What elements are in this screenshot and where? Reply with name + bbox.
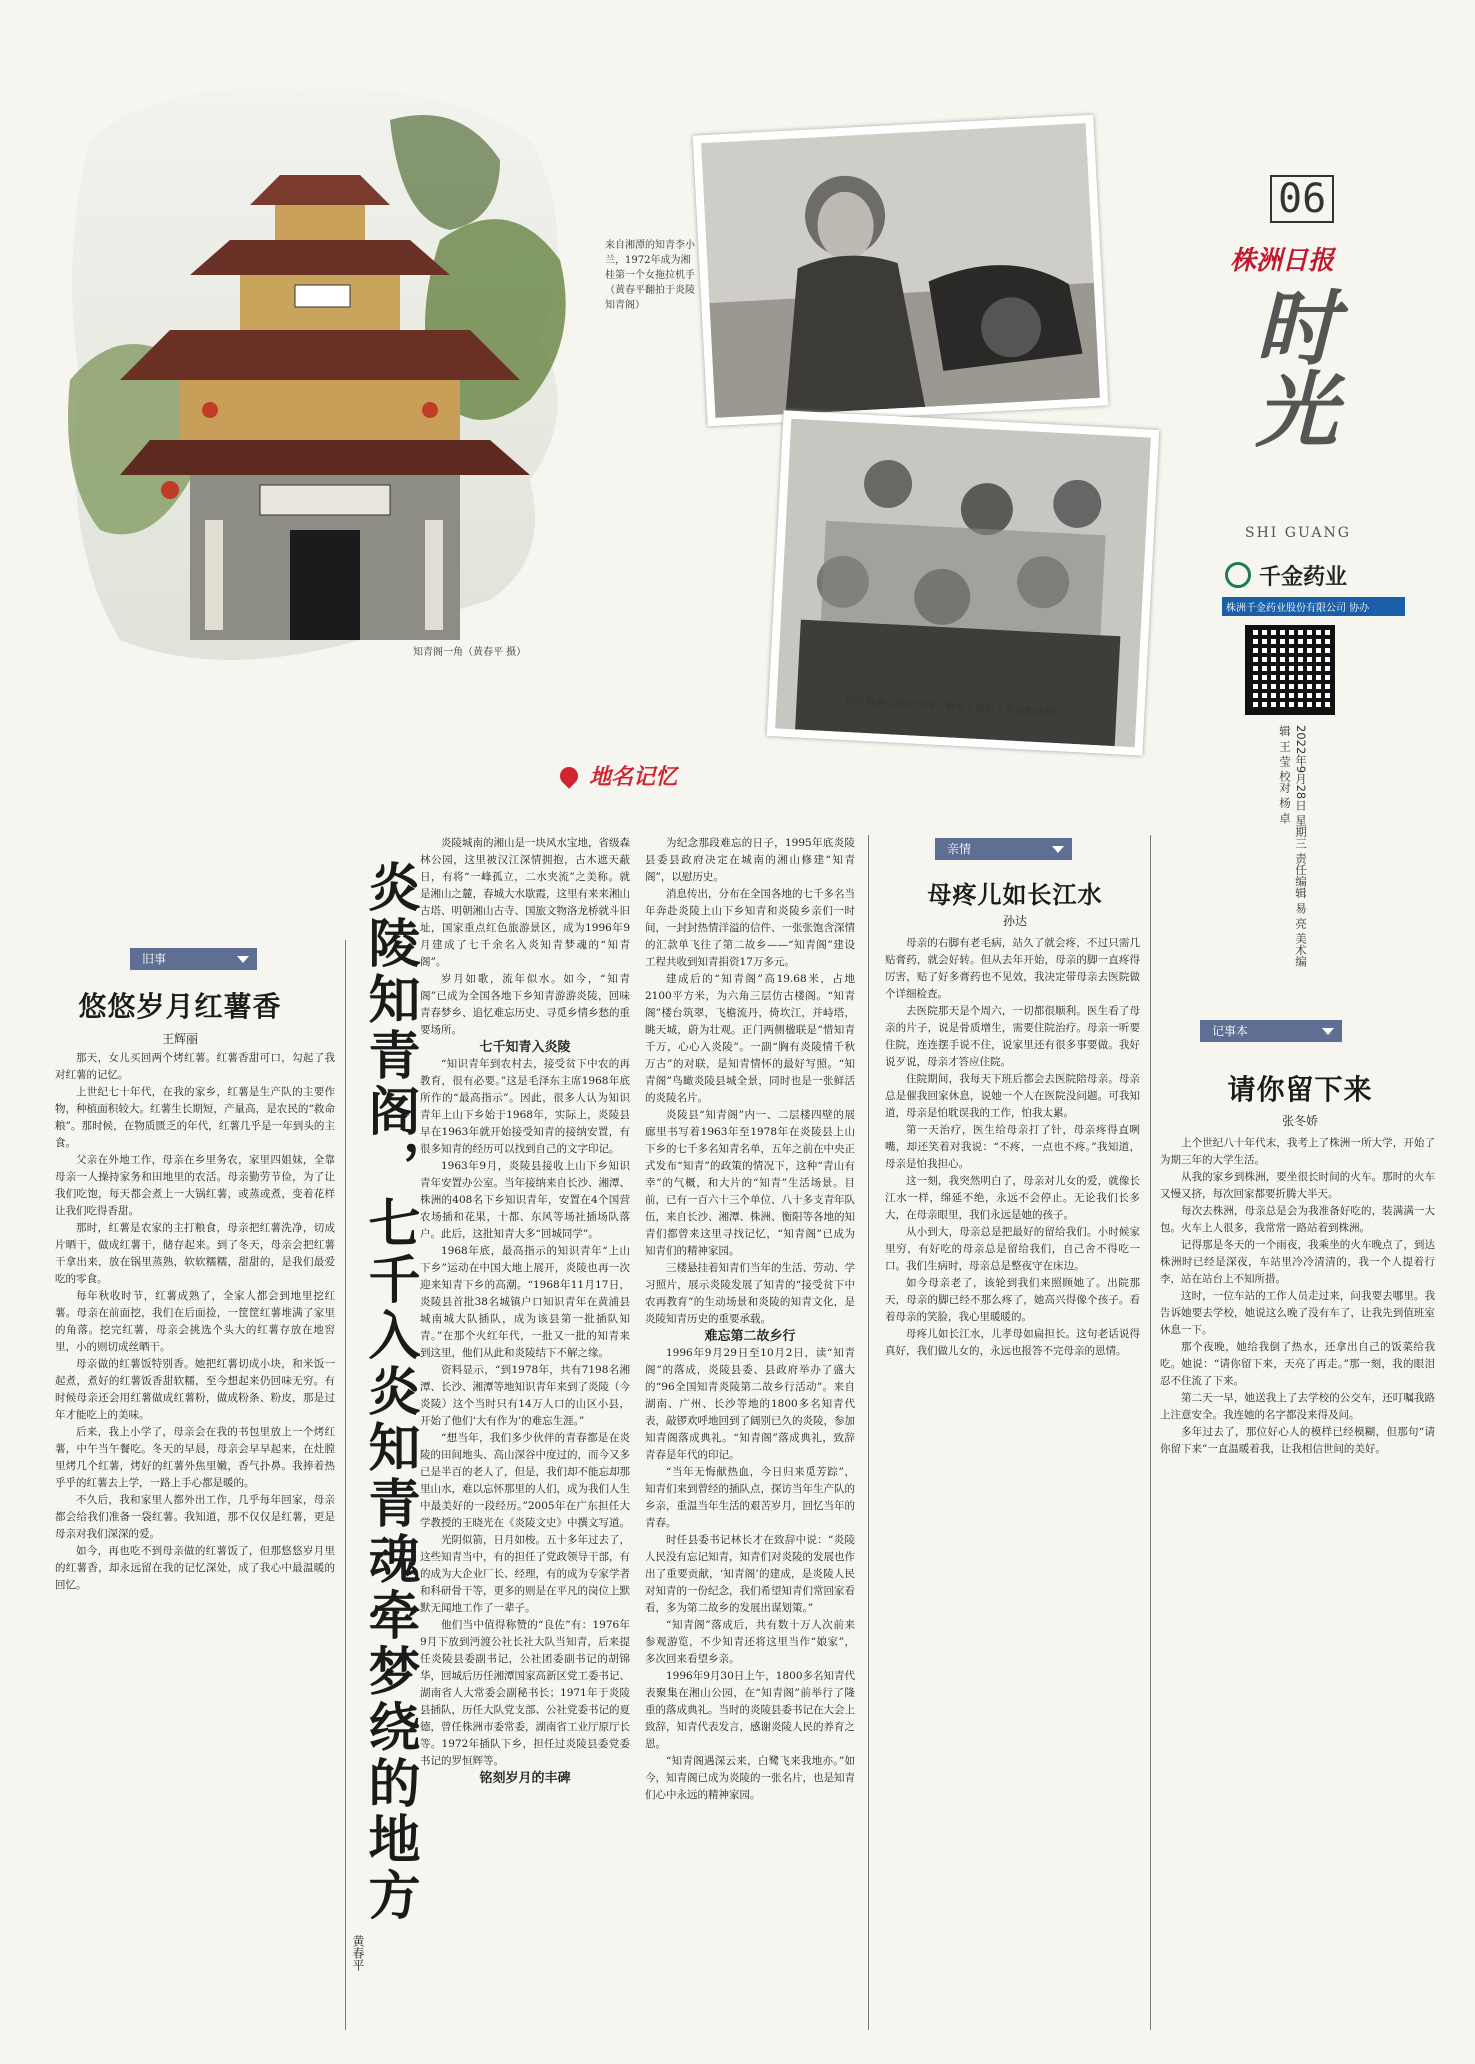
subheading: 铭刻岁月的丰碑 <box>479 1771 571 1786</box>
paragraph: 他们当中值得称赞的“良佐”有：1976年9月下放到沔渡公社长社大队当知青，后来提任炎陵县委副书记，公社团委副书记的胡锦华，回城后历任湘潭国家高新区党工委书记、湖南省人大常委会副秘书长；1971年于炎陵县插队，历任大队党支部、公社党委书记的夏德，曾任株洲市委常委，湖南省工业厅原厅长等。1972年插队下乡，担任过炎陵县委党委书记的罗恒辉等。 <box>420 1619 630 1767</box>
paragraph: 1963年9月，炎陵县接收上山下乡知识青年安置办公室。当年接纳来自长沙、湘潭、株洲的408名下乡知识青年，安置在4个国营农场插和花果，十都、东风等场社插场队落户。此后，这批知青大多“回城同学”。 <box>420 1160 630 1240</box>
paragraph: 炎陵城南的湘山是一块风水宝地，省级森林公园，这里被汉江深情拥抱，古木遮天蔽日，有将“一峰孤立，二水夹流”之美称。就是湘山之麓，春城大水歇霞，这里有来来湘山古塔、明朝湘山古寺、国旅文物洛龙桥就斗旧址，国家重点红色旅游景区，成为1996年9月建成了七千余名入炎知青梦魂的“知青阁”。 <box>420 837 630 968</box>
group-photo-caption: 知青晃燕与村民交流（黄春平翻拍于炎陵知青阁） <box>844 696 1066 719</box>
right-article-author: 张冬娇 <box>1281 1114 1318 1128</box>
tag-jishiben: 记事本 <box>1200 1020 1342 1042</box>
top-photo-caption: 来自湘潭的知青李小兰，1972年成为湘桂第一个女拖拉机手（黄春平翻拍于炎陵知青阁） <box>605 240 695 311</box>
right-article-body <box>1160 1135 1435 2020</box>
main-author: 黄春平 <box>351 1935 365 1971</box>
divider <box>868 835 869 2030</box>
mid-article-author: 孙达 <box>1002 914 1027 928</box>
paragraph: 从我的家乡到株洲，要坐很长时间的火车。那时的火车又慢又挤，每次回家都要折腾大半天。 <box>1160 1171 1435 1200</box>
column-label-text: 地名记忆 <box>589 765 678 790</box>
paragraph: 建成后的“知青阁”高19.68米，占地2100平方米，为六角三层仿古楼阁。“知青阁”楼台筑翠，飞檐流丹，倚坎江，并峙塔，眺天城，蔚为壮观。正门两侧楹联是“惜知青千万，心心入炎陵”。一副“胸有炎陵情千秋万古”的对联，是知青情怀的最好写照。“知青阁”鸟瞰炎陵县城全景，同时也是一张鲜活的炎陵名片。 <box>645 973 855 1104</box>
page-number: 06 <box>1270 175 1334 223</box>
main-article-col1 <box>420 835 630 2025</box>
section-pinyin: SHI GUANG <box>1245 525 1351 541</box>
pavilion-photo-caption: 知青阁一角（黄春平 摄） <box>413 647 527 658</box>
paragraph: 为纪念那段难忘的日子，1995年底炎陵县委县政府决定在城南的湘山修建“知青阁”，以慰历史。 <box>645 837 855 883</box>
paragraph: “知识青年到农村去，接受贫下中农的再教育，很有必要。”这是毛泽东主席1968年底所作的“最高指示”。因此，很多人认为知识青年上山下乡始于1968年，实际上，炎陵县早在1963年就开始接受知青的接纳安置，有很多知青的经历可以找到自己的文字印记。 <box>420 1058 630 1155</box>
sponsor-line: 株洲千金药业股份有限公司 协办 <box>1222 597 1405 616</box>
paragraph: 如今，再也吃不到母亲做的红薯饭了，但那悠悠岁月里的红薯香，却永远留在我的记忆深处，成了我心中最温暖的回忆。 <box>55 1545 335 1591</box>
paragraph: “知青阁遇深云来，白鹭飞来我地亦。”如今，知青阁已成为炎陵的一张名片，也是知青们心中永远的精神家园。 <box>645 1755 855 1801</box>
paragraph: 后来，我上小学了，母亲会在我的书包里放上一个烤红薯，中午当午餐吃。冬天的早晨，母亲会早早起来，在灶膛里烤几个红薯，烤好的红薯外焦里嫩，香气扑鼻。我捧着热乎乎的红薯去上学，一路上手心都是暖的。 <box>55 1426 335 1489</box>
paragraph: 光阴似箭，日月如梭。五十多年过去了，这些知青当中，有的担任了党政领导干部，有的成为大企业厂长、经理，有的成为专家学者和科研骨干等，更多的则是在平凡的岗位上默默无闻地工作了一辈子。 <box>420 1534 630 1614</box>
paper-name: 株洲日报 <box>1230 246 1335 276</box>
paragraph: 时任县委书记林长才在致辞中说：“炎陵人民没有忘记知青，知青们对炎陵的发展也作出了重要贡献，‘知青阁’的建成，是炎陵人民对知青的一份纪念，我们希望知青们常回家看看，多为第二故乡的发展出谋划策。” <box>645 1534 855 1614</box>
paragraph: “当年无悔献热血，今日归来觅芳踪”，知青们来到曾经的插队点，探访当年生产队的乡亲，重温当年生活的艰苦岁月，回忆当年的青春。 <box>645 1466 855 1529</box>
column-label <box>560 760 677 791</box>
tractor-girl-photo <box>693 115 1109 427</box>
paragraph: 三楼悬挂着知青们当年的生活、劳动、学习照片，展示炎陵发展了知青的“接受贫下中农再教育”的生动场景和炎陵的知青文化，是炎陵知青历史的重要承载。 <box>645 1262 855 1325</box>
sponsor-icon <box>1225 562 1251 588</box>
paragraph: 炎陵县“知青阁”内一、二层楼四壁的展廊里书写着1963年至1978年在炎陵县上山下乡的七千多名知青名单，五年之前在中央正式发布“知青”的政策的情况下，这种“青山有幸”的气概，和大片的“知青”生活场景。目前，已有一百六十三个单位、八十多支青年队伍，来自长沙、湘潭、株洲、衡阳等各地的知青们都曾来这里寻找记忆，“知青阁”已成为知青们的精神家园。 <box>645 1109 855 1257</box>
pavilion-photo <box>60 80 600 670</box>
paragraph: 那个夜晚，她给我倒了热水，还拿出自己的饭菜给我吃。她说：“请你留下来，天亮了再走。”那一刻，我的眼泪忍不住流了下来。 <box>1160 1341 1435 1387</box>
paragraph: 父亲在外地工作，母亲在乡里务农，家里四姐妹，全靠母亲一人操持家务和田地里的农活。母亲勤劳节俭，为了让我们吃饱，每天都会煮上一大锅红薯，或蒸或煮，变着花样让我们吃得香甜。 <box>55 1154 335 1217</box>
issue-info: 2022年9月28日 星期三 责任编辑 易 亮 美术编辑 王 莹 校对 杨 卓 <box>1278 725 1308 967</box>
paragraph: 如今母亲老了，该轮到我们来照顾她了。出院那天，母亲的脚已经不那么疼了，她高兴得像个孩子。看着母亲的笑脸，我心里暖暖的。 <box>885 1277 1140 1323</box>
qr-code[interactable] <box>1245 625 1335 715</box>
paragraph: 这时，一位车站的工作人员走过来，问我要去哪里。我告诉她要去学校，她说这么晚了没有车了，让我先到值班室休息一下。 <box>1160 1290 1435 1336</box>
paragraph: 不久后，我和家里人都外出工作，几乎每年回家，母亲都会给我们准备一袋红薯。我知道，那不仅仅是红薯，更是母亲对我们深深的爱。 <box>55 1494 335 1540</box>
left-article-title: 悠悠岁月红薯香 <box>78 990 282 1023</box>
paragraph: “知青阁”落成后，共有数十万人次前来参观游览，不少知青还将这里当作“娘家”，多次回来看望乡亲。 <box>645 1619 855 1665</box>
paragraph: 记得那是冬天的一个雨夜，我乘坐的火车晚点了，到达株洲时已经是深夜，车站里冷冷清清的，我一个人提着行李，站在站台上不知所措。 <box>1160 1239 1435 1285</box>
tractor-girl-illustration <box>701 123 1100 418</box>
paragraph: 多年过去了，那位好心人的模样已经模糊，但那句“请你留下来”一直温暖着我，让我相信世间的美好。 <box>1160 1426 1435 1455</box>
dropdown-triangle-icon <box>1052 846 1064 853</box>
paragraph: 每次去株洲，母亲总是会为我准备好吃的，装满满一大包。火车上人很多，我常常一路站着到株洲。 <box>1160 1205 1435 1234</box>
main-headline: 炎陵知青阁，七千入炎知青魂牵梦绕的地方 <box>359 860 419 1924</box>
paragraph: 从小到大，母亲总是把最好的留给我们。小时候家里穷，有好吃的母亲总是留给我们，自己舍不得吃一口。我们生病时，母亲总是整夜守在床边。 <box>885 1226 1140 1272</box>
left-article-author: 王辉丽 <box>161 1032 198 1046</box>
paragraph: 上世纪七十年代，在我的家乡，红薯是生产队的主要作物，种植面积较大。红薯生长期短，产量高，是农民的“救命粮”。那时候，在物质匮乏的年代，红薯几乎是一年到头的主食。 <box>55 1086 335 1149</box>
paragraph: 去医院那天是个周六，一切都很顺利。医生看了母亲的片子，说是骨质增生，需要住院治疗。母亲一听要住院，连连摆手说不住，说家里还有很多事要做。我好说歹说，母亲才答应住院。 <box>885 1005 1140 1068</box>
paragraph: 那天，女儿买回两个烤红薯。红薯香甜可口，勾起了我对红薯的记忆。 <box>55 1052 335 1081</box>
paragraph: 第二天一早，她送我上了去学校的公交车，还叮嘱我路上注意安全。我连她的名字都没来得及问。 <box>1160 1392 1435 1421</box>
subheading: 七千知青入炎陵 <box>479 1040 571 1055</box>
paragraph: 资料显示，“到1978年，共有7198名湘潭、长沙、湘潭等地知识青年来到了炎陵（今炎陵）这个当时只有14万人口的山区小县，开始了他们‘大有作为’的难忘生涯。” <box>420 1364 630 1427</box>
paragraph: 住院期间，我每天下班后都会去医院陪母亲。母亲总是催我回家休息，说她一个人在医院没问题。可我知道，母亲是怕耽误我的工作，怕我太累。 <box>885 1073 1140 1119</box>
divider <box>1150 835 1151 2030</box>
paragraph: 1996年9月30日上午，1800多名知青代表聚集在湘山公园，在“知青阁”前举行了隆重的落成典礼。当时的炎陵县委书记在大会上致辞，知青代表发言，感谢炎陵人民的养育之恩。 <box>645 1670 855 1750</box>
section-title: 时光 <box>1242 285 1338 449</box>
paragraph: 1968年底，最高指示的知识青年“上山下乡”运动在中国大地上展开，炎陵也再一次迎来知青下乡的高潮。“1968年11月17日，炎陵县首批38名城镇户口知识青年在黄浦县城南城大队插队，成为该县第一批插队知青。”在那个火红年代，一批又一批的知青来到这里，他们从此和炎陵结下不解之缘。 <box>420 1245 630 1359</box>
paragraph: 岁月如歌，流年似水。如今，“知青阁”已成为全国各地下乡知青游游炎陵，回味青春梦乡、追忆难忘历史、寻觅乡情乡愁的重要场所。 <box>420 973 630 1036</box>
sponsor-name: 千金药业 <box>1259 565 1348 590</box>
tag-jiushi: 旧事 <box>130 948 257 970</box>
paragraph: “想当年，我们多少伙伴的青春都是在炎陵的田间地头、高山深谷中度过的，而今又多已是半百的老人了，但是，我们却不能忘却那里山水，难以忘怀那里的人们，成为我们人生中最美好的一段经历。”2005年在广东担任大学教授的王晓光在《炎陵文史》中撰文写道。 <box>420 1432 630 1529</box>
dropdown-triangle-icon <box>237 956 249 963</box>
paragraph: 1996年9月29日至10月2日，读“知青阁”的落成，炎陵县委、县政府举办了盛大的“96全国知青炎陵第二故乡行活动”。来自湖南、广州、长沙等地的1800多名知青代表，敲锣欢呼地回到了阔别已久的炎陵，参加知青阁落成典礼。“知青阁”落成典礼，致辞青春是年代的印记。 <box>645 1347 855 1461</box>
mid-article-title: 母疼儿如长江水 <box>927 881 1103 909</box>
paragraph: 母疼儿如长江水，儿孝母如扁担长。这句老话说得真好，我们做儿女的，永远也报答不完母亲的恩情。 <box>885 1328 1140 1357</box>
main-article-col2 <box>645 835 855 2025</box>
tag-qinqing: 亲情 <box>935 838 1072 860</box>
location-pin-icon <box>556 763 581 788</box>
dropdown-triangle-icon <box>1322 1028 1334 1035</box>
paragraph: 第一天治疗，医生给母亲打了针，母亲疼得直咧嘴，却还笑着对我说：“不疼，一点也不疼。”我知道，母亲是怕我担心。 <box>885 1124 1140 1170</box>
right-article-title: 请你留下来 <box>1227 1073 1373 1106</box>
paragraph: 这一刻，我突然明白了，母亲对儿女的爱，就像长江水一样，绵延不绝，永远不会停止。无论我们长多大，在母亲眼里，我们永远是她的孩子。 <box>885 1175 1140 1221</box>
paragraph: 母亲的右脚有老毛病，站久了就会疼，不过只需几贴膏药，就会好转。但从去年开始，母亲的脚一直疼得厉害，贴了好多膏药也不见效，我决定带母亲去医院做个详细检查。 <box>885 937 1140 1000</box>
paragraph: 每年秋收时节，红薯成熟了，全家人都会到地里挖红薯。母亲在前面挖，我们在后面捡，一筐筐红薯堆满了家里的角落。挖完红薯，母亲会挑选个头大的红薯存放在地窖里，小的则切成丝晒干。 <box>55 1290 335 1353</box>
paragraph: 消息传出，分布在全国各地的七千多名当年奔赴炎陵上山下乡知青和炎陵乡亲们一时间，一封封热情洋溢的信件、一张张饱含深情的汇款单飞往了第二故乡——“知青阁”建设工程共收到知青捐资17万多元。 <box>645 888 855 968</box>
subheading: 难忘第二故乡行 <box>704 1329 796 1344</box>
pavilion-illustration <box>60 80 600 670</box>
paragraph: 那时，红薯是农家的主打粮食，母亲把红薯洗净，切成片晒干，做成红薯干，储存起来。到了冬天，母亲会把红薯干拿出来，放在锅里蒸熟，软软糯糯，甜甜的，是我们最爱吃的零食。 <box>55 1222 335 1285</box>
left-article-body <box>55 1050 335 2020</box>
paragraph: 上个世纪八十年代末，我考上了株洲一所大学，开始了为期三年的大学生活。 <box>1160 1137 1435 1166</box>
mid-article-body <box>885 935 1140 2020</box>
paragraph: 母亲做的红薯饭特别香。她把红薯切成小块，和米饭一起煮，煮好的红薯饭香甜软糯，至今想起来仍回味无穷。有时候母亲还会用红薯做成红薯粉，做成粉条、粉皮，那是过年才能吃上的美味。 <box>55 1358 335 1421</box>
sponsor-logo <box>1225 560 1385 590</box>
